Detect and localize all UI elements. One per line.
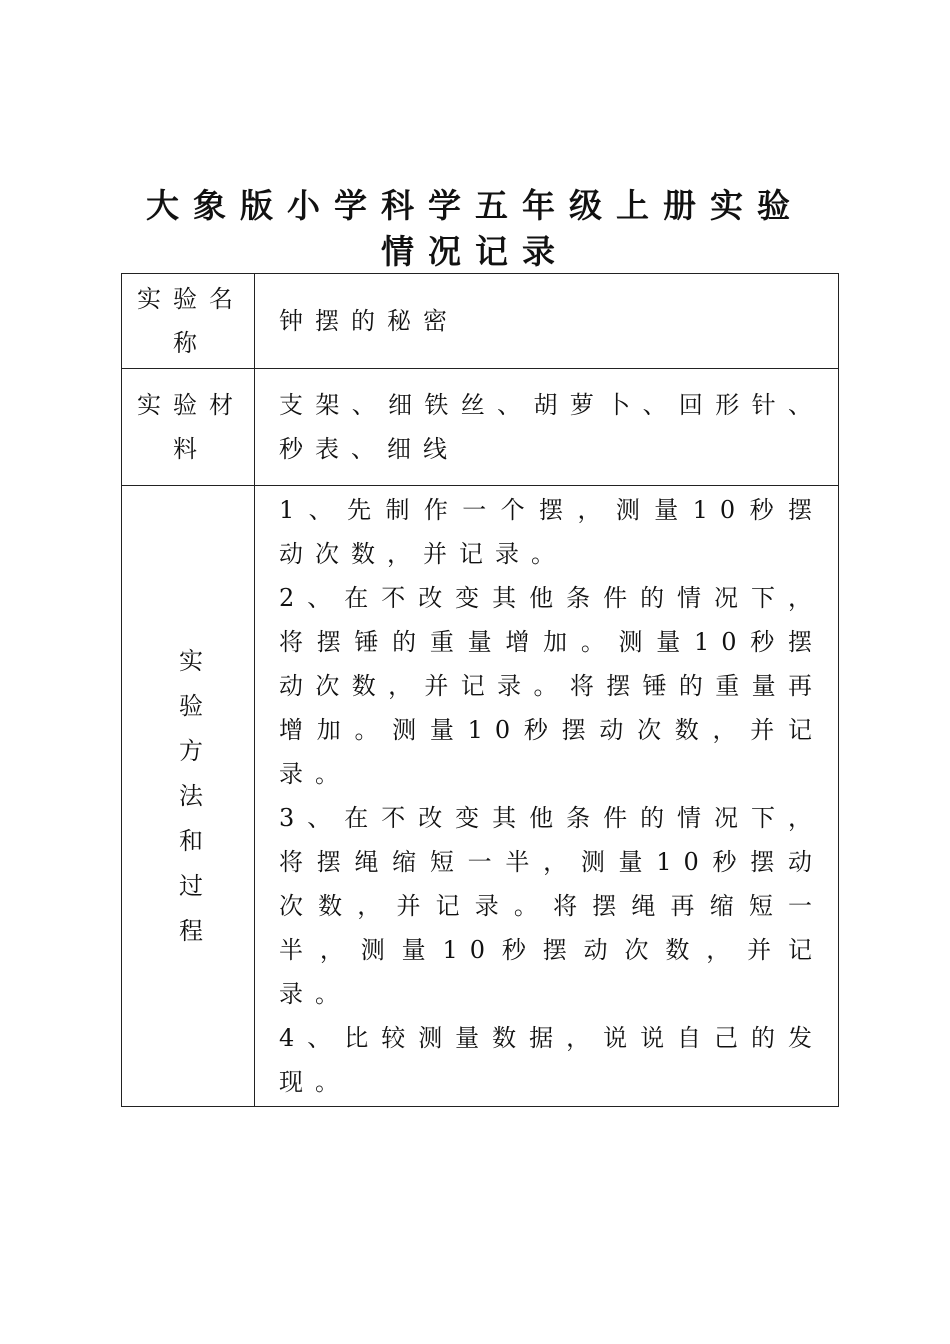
table-row-experiment-name [122,274,839,369]
document-title [120,183,830,275]
experiment-record-table [121,273,839,1107]
table-row-experiment-method [122,486,839,1107]
method-label-char: 实 [179,646,203,675]
method-label-char: 程 [179,916,203,945]
method-label-char: 方 [179,736,203,765]
method-step-3: 3、在不改变其他条件的情况下，将摆绳缩短一半，测量10秒摆动次数，并记录。将摆绳再缩短一半，测量10秒摆动次数，并记录。 [279,804,824,1008]
experiment-materials-value: 支架、细铁丝、胡萝卜、回形针、秒表、细线 [255,369,839,486]
experiment-name-label: 实验名称 [122,274,255,369]
document-title-line-2: 情况记录 [381,232,569,271]
method-label-char: 过 [179,871,203,900]
method-label-char: 和 [179,826,203,855]
table-row-experiment-materials [122,369,839,486]
document-title-line-1: 大象版小学科学五年级上册实验 [146,186,804,225]
experiment-materials-label: 实验材料 [122,369,255,486]
method-step-2: 2、在不改变其他条件的情况下，将摆锤的重量增加。测量10秒摆动次数，并记录。将摆锤的重量再增加。测量10秒摆动次数，并记录。 [279,584,824,788]
experiment-name-value: 钟摆的秘密 [255,274,839,369]
experiment-method-steps [255,486,839,1107]
method-step-4: 4、比较测量数据，说说自己的发现。 [279,1024,824,1096]
method-step-1: 1、先制作一个摆，测量10秒摆动次数，并记录。 [279,496,824,568]
method-label-char: 法 [179,781,203,810]
experiment-method-label [122,486,255,1107]
method-label-char: 验 [179,691,203,720]
